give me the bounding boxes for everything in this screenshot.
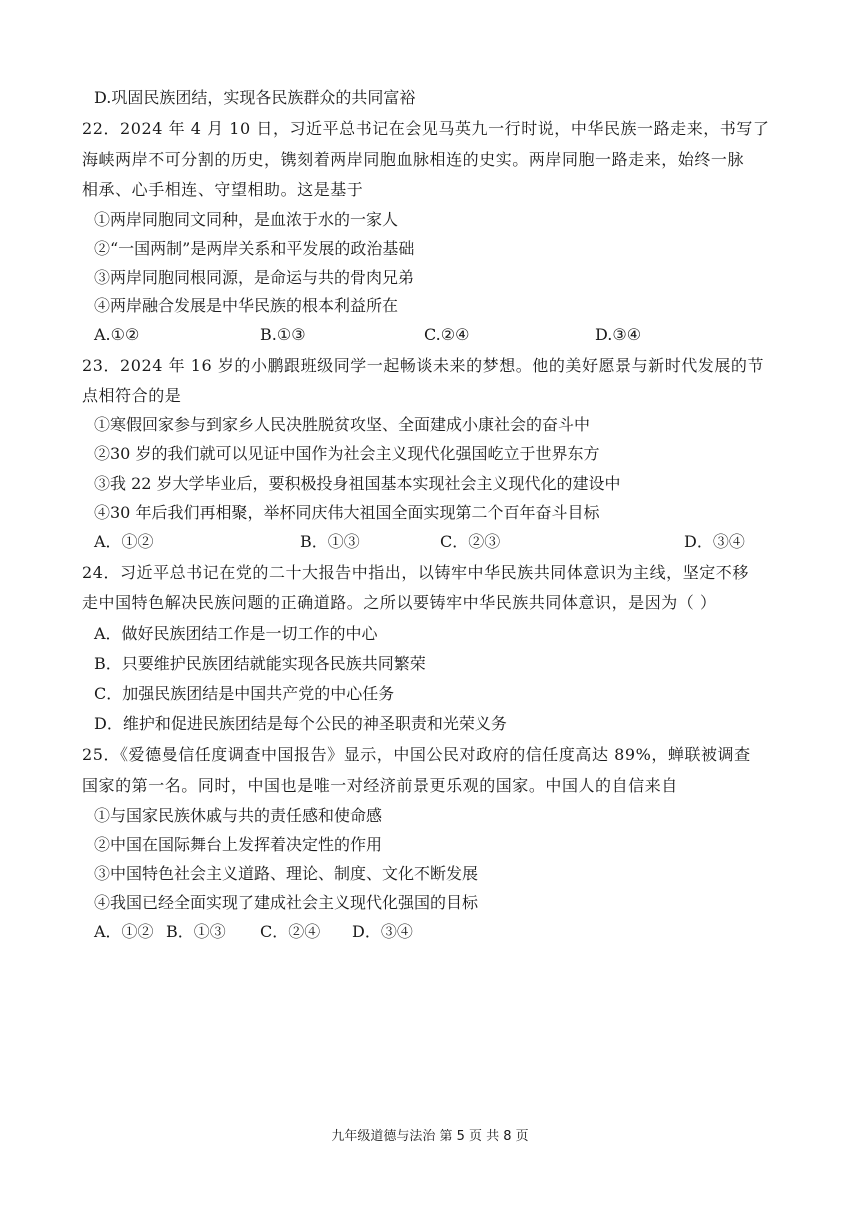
statement-2: ②30 岁的我们就可以见证中国作为社会主义现代化强国屹立于世界东方 xyxy=(94,444,600,463)
choice-b[interactable]: B.①③ xyxy=(260,325,306,344)
choice-a[interactable]: A.①② xyxy=(94,325,140,344)
statement-3: ③我 22 岁大学毕业后，要积极投身祖国基本实现社会主义现代化的建设中 xyxy=(94,474,621,493)
question-stem-line: 23．2024 年 16 岁的小鹏跟班级同学一起畅谈未来的梦想。他的美好愿景与新时代发展的节 xyxy=(82,356,764,375)
statement-1: ①两岸同胞同文同种，是血浓于水的一家人 xyxy=(94,210,399,229)
statement-1: ①寒假回家参与到家乡人民决胜脱贫攻坚、全面建成小康社会的奋斗中 xyxy=(94,415,591,434)
prev-question-option-d: D.巩固民族团结，实现各民族群众的共同富裕 xyxy=(94,88,416,107)
choice-d[interactable]: D.③④ xyxy=(595,325,642,344)
option-b[interactable]: B．只要维护民族团结就能实现各民族共同繁荣 xyxy=(94,654,426,673)
choice-c[interactable]: C.②④ xyxy=(424,325,470,344)
question-stem-line: 国家的第一名。同时，中国也是唯一对经济前景更乐观的国家。中国人的自信来自 xyxy=(82,776,678,795)
question-stem-line: 点相符合的是 xyxy=(82,386,182,405)
statement-1: ①与国家民族休戚与共的责任感和使命感 xyxy=(94,806,383,825)
question-stem-line: 走中国特色解决民族问题的正确道路。之所以要铸牢中华民族共同体意识，是因为（ ） xyxy=(82,593,717,612)
choice-d[interactable]: D．③④ xyxy=(684,532,745,551)
choice-b[interactable]: B．①③ xyxy=(300,532,360,551)
statement-3: ③两岸同胞同根同源，是命运与共的骨肉兄弟 xyxy=(94,268,415,287)
statement-2: ②中国在国际舞台上发挥着决定性的作用 xyxy=(94,835,383,854)
choice-a[interactable]: A．①② xyxy=(94,922,154,941)
statement-4: ④我国已经全面实现了建成社会主义现代化强国的目标 xyxy=(94,893,479,912)
question-stem-line: 相承、心手相连、守望相助。这是基于 xyxy=(82,180,364,199)
option-c[interactable]: C．加强民族团结是中国共产党的中心任务 xyxy=(94,684,395,703)
statement-4: ④30 年后我们再相聚，举杯同庆伟大祖国全面实现第二个百年奋斗目标 xyxy=(94,503,600,522)
question-stem-line: 25．《爱德曼信任度调查中国报告》显示，中国公民对政府的信任度高达 89%，蝉联被调查 xyxy=(82,745,751,764)
statement-3: ③中国特色社会主义道路、理论、制度、文化不断发展 xyxy=(94,864,479,883)
choice-c[interactable]: C．②④ xyxy=(260,922,321,941)
choice-c[interactable]: C．②③ xyxy=(440,532,501,551)
question-stem-line: 22．2024 年 4 月 10 日，习近平总书记在会见马英九一行时说，中华民族一路走来，书写了 xyxy=(82,119,770,138)
statement-4: ④两岸融合发展是中华民族的根本利益所在 xyxy=(94,296,399,315)
page-footer: 九年级道德与法治 第 5 页 共 8 页 xyxy=(331,1129,529,1144)
statement-2: ②“一国两制”是两岸关系和平发展的政治基础 xyxy=(94,239,415,258)
choice-d[interactable]: D．③④ xyxy=(352,922,413,941)
option-d[interactable]: D．维护和促进民族团结是每个公民的神圣职责和光荣义务 xyxy=(94,714,507,733)
choice-b[interactable]: B．①③ xyxy=(166,922,226,941)
question-stem-line: 海峡两岸不可分割的历史，镌刻着两岸同胞血脉相连的史实。两岸同胞一路走来，始终一脉 xyxy=(82,150,745,169)
choice-a[interactable]: A．①② xyxy=(94,532,154,551)
option-a[interactable]: A．做好民族团结工作是一切工作的中心 xyxy=(94,624,378,643)
question-stem-line: 24．习近平总书记在党的二十大报告中指出，以铸牢中华民族共同体意识为主线，坚定不移 xyxy=(82,563,749,582)
